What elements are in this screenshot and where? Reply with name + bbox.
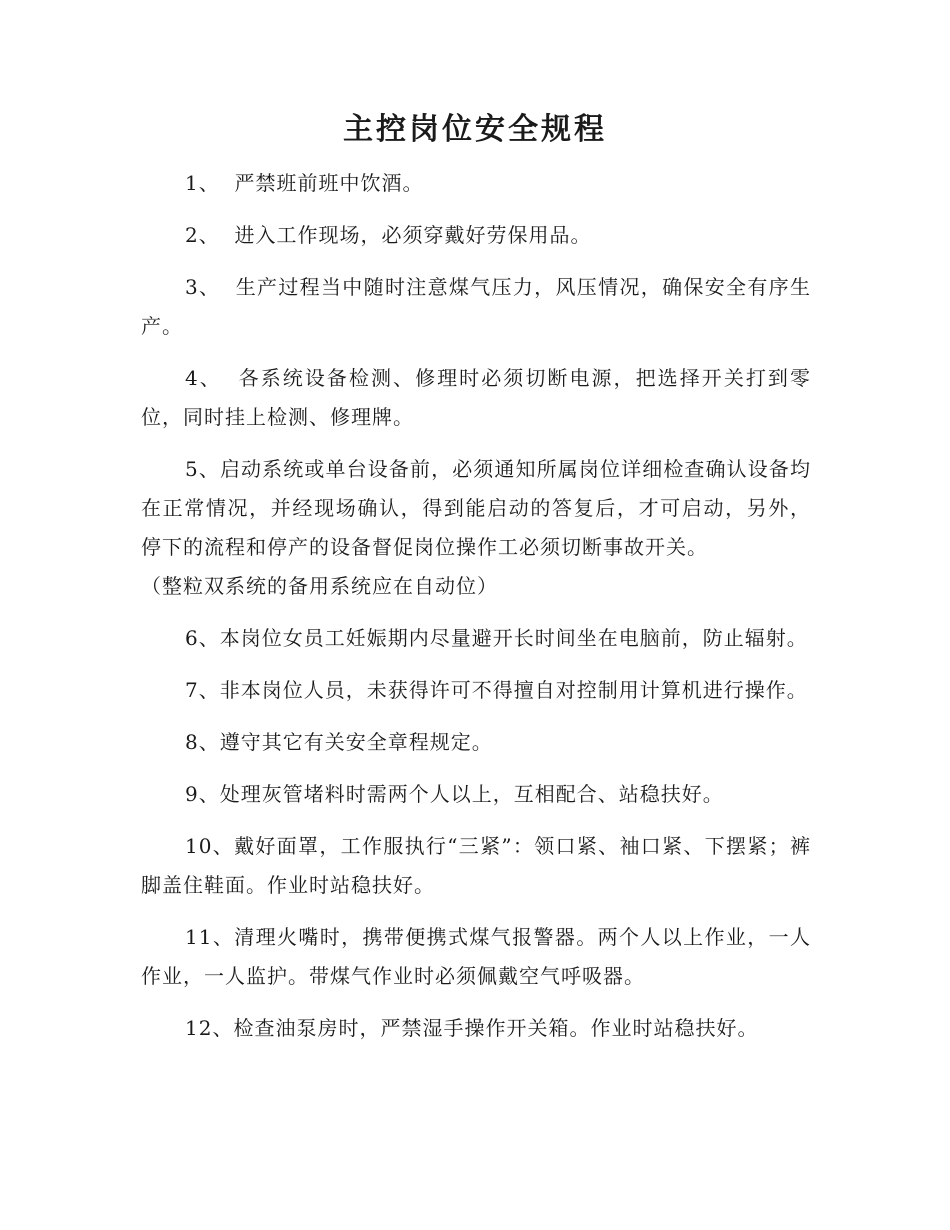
- rule-item-1: 1、 严禁班前班中饮酒。: [185, 171, 424, 195]
- rule-item-3: 3、 生产过程当中随时注意煤气压力，风压情况，确保安全有序生产。: [141, 275, 811, 338]
- document-body: [141, 164, 811, 1061]
- rule-item-7: 7、非本岗位人员，未获得许可不得擅自对控制用计算机进行操作。: [185, 678, 808, 702]
- rule-item-11: 11、清理火嘴时，携带便携式煤气报警器。两个人以上作业，一人作业，一人监护。带煤气作业时必须佩戴空气呼吸器。: [141, 925, 811, 988]
- rule-item-12: 12、检查油泵房时，严禁湿手操作开关箱。作业时站稳扶好。: [185, 1016, 759, 1040]
- rule-item-2: 2、 进入工作现场，必须穿戴好劳保用品。: [185, 223, 592, 247]
- rule-item-4: 4、 各系统设备检测、修理时必须切断电源，把选择开关打到零位，同时挂上检测、修理牌。: [141, 366, 811, 429]
- rule-item-8: 8、遵守其它有关安全章程规定。: [185, 730, 493, 754]
- rule-item-9: 9、处理灰管堵料时需两个人以上，互相配合、站稳扶好。: [185, 782, 724, 806]
- document-title: 主控岗位安全规程: [343, 112, 607, 147]
- rule-item-5-note: （整粒双系统的备用系统应在自动位）: [141, 574, 498, 598]
- rule-item-5: 5、启动系统或单台设备前，必须通知所属岗位详细检查确认设备均在正常情况，并经现场确认，得到能启动的答复后，才可启动，另外，停下的流程和停产的设备督促岗位操作工必须切断事故开关。: [141, 457, 811, 559]
- rule-item-10: 10、戴好面罩，工作服执行“三紧”：领口紧、袖口紧、下摆紧；裤脚盖住鞋面。作业时站稳扶好。: [141, 834, 811, 897]
- rule-item-6: 6、本岗位女员工妊娠期内尽量避开长时间坐在电脑前，防止辐射。: [185, 626, 808, 650]
